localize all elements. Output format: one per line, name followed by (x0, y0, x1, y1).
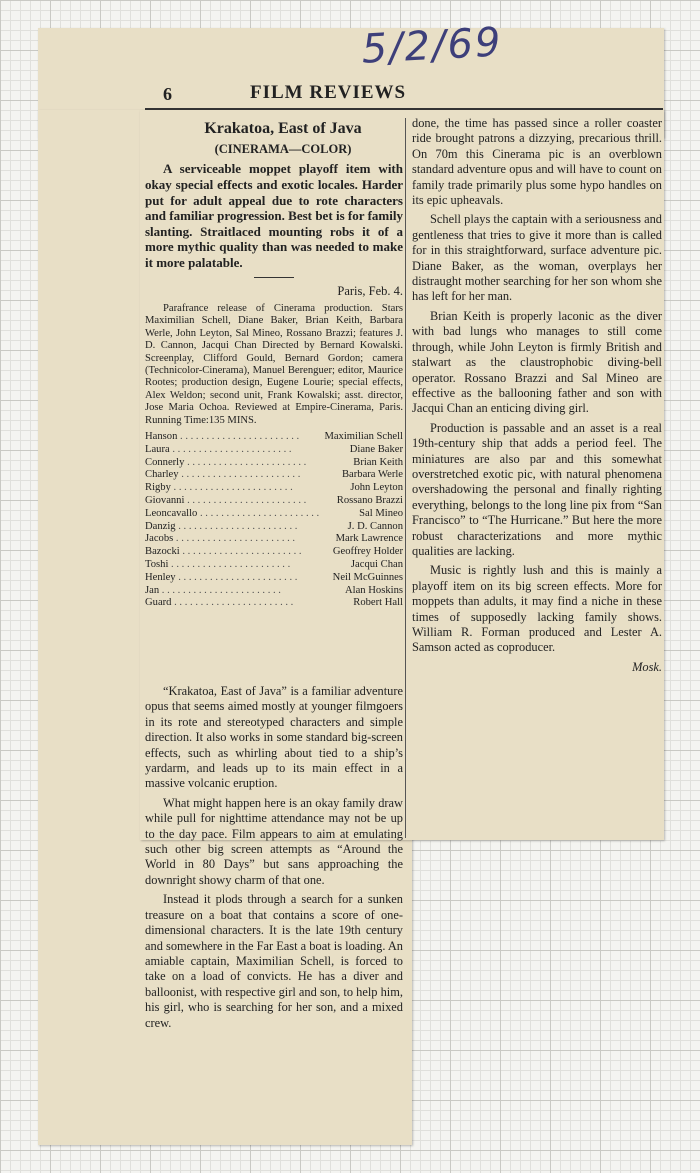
cast-role: Bazocki . . . (145, 546, 319, 559)
cast-actor: Jacqui Chan (350, 559, 403, 570)
cast-row (145, 572, 403, 585)
cast-row (145, 521, 403, 534)
cast-role: Rigby . . . (145, 482, 319, 495)
cast-row (145, 546, 403, 559)
cast-row (145, 482, 403, 495)
page-number: 6 (163, 84, 172, 104)
cast-row (145, 495, 403, 508)
dateline: Paris, Feb. 4. (337, 283, 403, 298)
cast-actor: Brian Keith (353, 456, 403, 468)
cast-role: Jacobs . . . (145, 533, 319, 546)
cast-role: Leoncavallo . . . (145, 508, 319, 521)
body-paragraph: “Krakatoa, East of Java” is a familiar adventure opus that seems aimed mostly at younger filmgoers in its rote and stereotyped characters and simple direction. It also works in some standard big-screen effects, such as whirling about tied to a ship’s yardarm, and leads up to its main effect in a massive volcanic eruption. (145, 684, 403, 791)
cast-role: Toshi . . . (145, 559, 319, 572)
cast-actor: Robert Hall (353, 597, 403, 609)
body-paragraph: done, the time has passed since a roller coaster ride brought patrons a dizzying, precarious thrill. On 70m this Cinerama pic is an overblown standard adventure opus and will have to count on family trade primarily plus some hypo handles on its epic upheavals. (412, 116, 662, 208)
cast-actor: J. D. Cannon (347, 520, 403, 532)
handwritten-date: 5/2/69 (360, 19, 504, 73)
cast-actor: Alan Hoskins (345, 584, 403, 596)
cast-role: Guard . . . (145, 597, 319, 610)
cast-actor: Sal Mineo (359, 507, 403, 519)
cast-row (145, 533, 403, 546)
section-title: FILM REVIEWS (250, 82, 407, 103)
cast-actor: Barbara Werle (341, 469, 403, 481)
cast-role: Henley . . . (145, 572, 319, 585)
cast-list (145, 431, 403, 610)
cast-role: Hanson . . . (145, 431, 319, 444)
body-paragraph: Brian Keith is properly laconic as the diver with bad lungs who manages to still come through, while John Leyton is firmly British and stalwart as the claustrophobic diving-bell operator. Rossano Brazzi and Sal Mineo are effective as the ballooning father and son with Jacqui Chan an enticing diving girl. (412, 308, 662, 416)
cast-actor: Neil McGuinnes (332, 571, 403, 583)
cast-row (145, 431, 403, 444)
cast-row (145, 444, 403, 457)
cast-role: Jan . . . (145, 585, 319, 598)
reviewer-signature: Mosk. (632, 659, 662, 674)
cast-row (145, 508, 403, 521)
cast-row (145, 469, 403, 482)
summary-rule (254, 277, 294, 278)
cast-role: Charley . . . (145, 469, 319, 482)
cast-row (145, 597, 403, 610)
cast-role: Giovanni . . . (145, 495, 319, 508)
cast-actor: Diane Baker (349, 443, 403, 455)
left-column-top (145, 120, 403, 616)
body-paragraph: What might happen here is an okay family draw while pull for nighttime attendance may not be up to the day pace. Film appears to aim at emulating such other big screen attempts as “Around the World in 80 Days” but sans approaching the downright showy charm of that one. (145, 795, 403, 887)
cast-role: Connerly . . . (145, 457, 319, 470)
header-rule (145, 108, 663, 110)
cast-actor: Maximilian Schell (324, 431, 403, 443)
body-paragraph: Production is passable and an asset is a real 19th-century ship that adds a period feel. The miniatures are also par and this somewhat overstretched exotic pic, with natural phenomena overshadowing the personal and finally righting everything, belongs to the long line pix from “San Francisco” to “The Hurricane.” But here the more robust characterizations and more mythic qualities are lacking. (412, 420, 662, 558)
left-column-body (145, 684, 403, 1035)
body-paragraph: Instead it plods through a search for a sunken treasure on a boat that contains a score of one-dimensional characters. It is the late 19th century and somewhere in the Far East a boat is loading. An amiable captain, Maximilian Schell, is forced to take on a load of convicts. He has a diver and balloonist, with respective girl and son, to help him, his girl, who is searching for her son, and a mixed crew. (145, 892, 403, 1030)
review-summary: A serviceable moppet playoff item with okay special effects and exotic locales. Harder put for adult appeal due to rote characters and familiar progression. Best bet is for family slanting. Straitlaced mounting robs it of a more mythic quality than was needed to make it more palatable. (145, 161, 403, 270)
cast-actor: John Leyton (350, 482, 403, 494)
review-title: Krakatoa, East of Java (204, 120, 362, 137)
cast-row (145, 585, 403, 598)
cast-actor: Rossano Brazzi (336, 495, 403, 507)
cast-role: Danzig . . . (145, 521, 319, 534)
review-subtitle: (CINERAMA—COLOR) (214, 142, 352, 156)
cast-row (145, 457, 403, 470)
cast-actor: Mark Lawrence (335, 533, 403, 545)
right-column (412, 116, 662, 679)
body-paragraph: Music is rightly lush and this is mainly a playoff item on its big screen effects. More for moppets than adults, it may find a niche in these times of supposedly lacking family shows. William R. Forman produced and Lester A. Samson acted as coproducer. (412, 563, 662, 655)
column-divider (405, 118, 406, 838)
cast-role: Laura . . . (145, 444, 319, 457)
credits: Parafrance release of Cinerama production. Stars Maximilian Schell, Diane Baker, Brian Keith, Barbara Werle, John Leyton, Sal Mineo, Rossano Brazzi; features J. D. Cannon, Jacqui Chan Directed by Bernard Kowalski. Screenplay, Clifford Gould, Bernard Gordon; camera (Technicolor-Cinerama), Manuel Berenguer; editor, Maurice Rootes; production design, Eugene Lourie; special effects, Alex Weldon; second unit, Frank Kowalski; asst. director, Jose Maria Ochoa. Reviewed at Empire-Cinerama, Paris. Running Time:135 MINS. (145, 302, 403, 426)
cast-row (145, 559, 403, 572)
body-paragraph: Schell plays the captain with a seriousness and gentleness that tries to give it more than is called for in this straightforward, surface adventure pic. Diane Baker, as the woman, overplays her distraught mother searching for her son whom she has left for her man. (412, 212, 662, 304)
cast-actor: Geoffrey Holder (332, 546, 403, 558)
